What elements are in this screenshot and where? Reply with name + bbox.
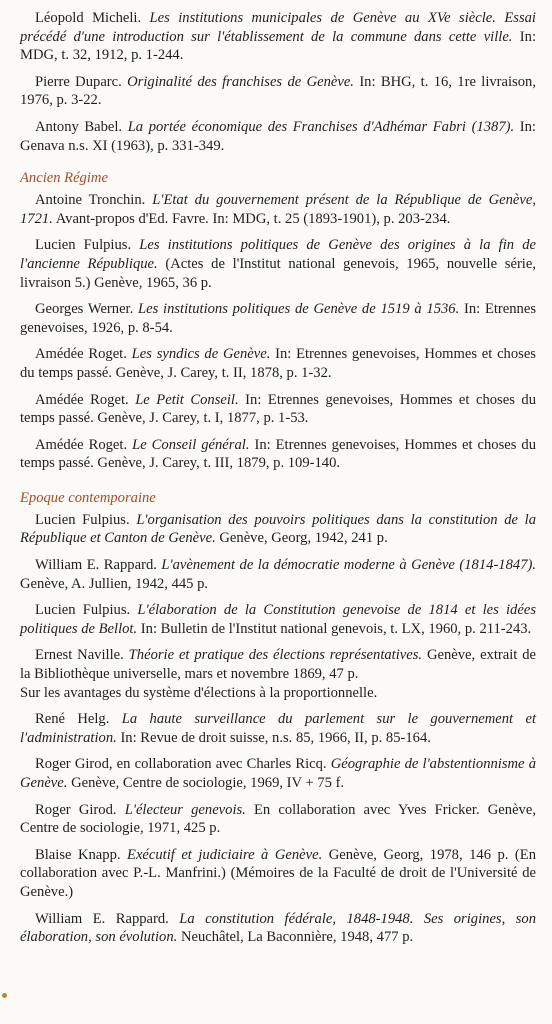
entry-author: Roger Girod.: [35, 801, 117, 818]
margin-ink-dot: [2, 993, 7, 998]
entry-author: Amédée Roget.: [35, 346, 127, 363]
bibliography-entry: [20, 345, 536, 382]
entry-details: In: Bulletin de l'Institut national genevois, t. LX, 1960, p. 211-243.: [140, 620, 532, 637]
entry-details: In: MDG, t. 32, 1912, p. 1-244.: [20, 28, 536, 64]
entry-title: Exécutif et judiciaire à Genève.: [127, 846, 323, 863]
section-heading-epoque-contemporaine: Epoque contemporaine: [20, 489, 156, 506]
bibliography-entry: [20, 118, 536, 155]
entry-author: Amédée Roget.: [35, 391, 129, 408]
entry-details: In: Revue de droit suisse, n.s. 85, 1966, II, p. 85-164.: [120, 729, 431, 746]
entry-author: William E. Rappard.: [35, 557, 157, 574]
entry-details: Genève, Georg, 1978, 146 p. (En collaboration avec P.-L. Manfrini.) (Mémoires de la Faculté de droit de l'Université de Genève.): [20, 846, 537, 900]
entry-author: Lucien Fulpius.: [35, 511, 130, 528]
entry-author: Blaise Knapp.: [35, 846, 121, 863]
entry-details: In: Etrennes genevoises, 1926, p. 8-54.: [20, 301, 537, 336]
entry-author: Amédée Roget.: [35, 436, 128, 453]
entry-details: In: Etrennes genevoises, Hommes et choses du temps passé. Genève, J. Carey, t. I, 1877, p. 1-53.: [20, 391, 536, 427]
bibliography-entry: [20, 646, 536, 702]
bibliography-entry: [20, 73, 536, 110]
bibliography-entry: [20, 846, 536, 902]
entry-author: Antoine Tronchin.: [35, 192, 146, 209]
bibliography-entry: [20, 710, 536, 747]
bibliography-entry: [20, 236, 536, 292]
entry-title: Théorie et pratique des élections représentatives.: [128, 647, 423, 664]
entry-details: In: BHG, t. 16, 1re livraison, 1976, p. 3-22.: [20, 73, 536, 109]
entry-author: Pierre Duparc.: [35, 73, 122, 90]
entry-title: Les institutions politiques de Genève de 1519 à 1536.: [138, 301, 460, 318]
entry-title: Les institutions municipales de Genève au XVe siècle. Essai précédé d'une introduction sur l'établissement de la commune dans cette ville.: [20, 10, 536, 45]
entry-author: Léopold Micheli.: [35, 10, 142, 26]
bibliography-entry: [20, 910, 536, 947]
bibliography-entry: [20, 300, 536, 337]
entry-title: Les syndics de Genève.: [131, 346, 271, 363]
entry-list-epoque-contemporaine: [20, 511, 536, 947]
bibliography-entry: [20, 9, 536, 65]
entry-title: L'avènement de la démocratie moderne à Genève (1814-1847).: [161, 557, 536, 574]
section-heading-ancien-regime: Ancien Régime: [20, 170, 108, 187]
bibliography-entry: [20, 556, 536, 593]
entry-author: Lucien Fulpius.: [35, 602, 131, 619]
bibliography-entry: [20, 755, 536, 792]
entry-details: In: Etrennes genevoises, Hommes et choses du temps passé. Genève, J. Carey, t. II, 1878, p. 1-32.: [20, 346, 536, 381]
entry-title: L'élaboration de la Constitution genevoise de 1814 et les idées politiques de Bellot.: [20, 602, 536, 637]
entry-title: La constitution fédérale, 1848-1948. Ses origines, son élaboration, son évolution.: [20, 910, 536, 946]
entry-author: René Helg.: [35, 711, 110, 728]
bibliography-entry: [20, 511, 536, 548]
entry-title: Les institutions politiques de Genève des origines à la fin de l'ancienne République.: [20, 237, 536, 272]
entry-details: En collaboration avec Yves Fricker. Genève, Centre de sociologie, 1971, 425 p.: [20, 801, 536, 837]
entry-title: Le Conseil général.: [132, 436, 250, 453]
entry-details: Genève, Georg, 1942, 241 p.: [219, 530, 388, 547]
entry-title: L'électeur genevois.: [124, 801, 246, 818]
entry-author: Lucien Fulpius.: [35, 237, 132, 254]
entry-note: Sur les avantages du système d'élections à la proportionnelle.: [20, 684, 378, 701]
bibliography-entry: [20, 391, 536, 428]
entry-author: Roger Girod, en collaboration avec Charles Ricq.: [35, 756, 327, 773]
entry-title: L'Etat du gouvernement présent de la République de Genève, 1721.: [20, 192, 536, 227]
entry-details: Genève, extrait de la Bibliothèque universelle, mars et novembre 1869, 47 p.: [20, 647, 537, 683]
entry-title: La portée économique des Franchises d'Adhémar Fabri (1387).: [127, 118, 515, 135]
entry-title: Géographie de l'abstentionnisme à Genève.: [20, 756, 536, 791]
entry-author: Antony Babel.: [35, 118, 123, 135]
entry-title: Le Petit Conseil.: [135, 391, 239, 408]
entry-list-intro: [20, 9, 536, 155]
entry-list-ancien-regime: [20, 191, 536, 473]
entry-details: In: Etrennes genevoises, Hommes et choses du temps passé. Genève, J. Carey, t. III, 1879, p. 109-140.: [20, 436, 536, 472]
entry-details: In: Genava n.s. XI (1963), p. 331-349.: [20, 118, 536, 154]
entry-details: Genève, Centre de sociologie, 1969, IV + 75 f.: [71, 775, 345, 791]
entry-details: Genève, A. Jullien, 1942, 445 p.: [20, 575, 209, 592]
entry-author: Ernest Naville.: [35, 647, 124, 664]
entry-author: William E. Rappard.: [35, 910, 169, 927]
bibliography-entry: [20, 191, 536, 228]
entry-details: Neuchâtel, La Baconnière, 1948, 477 p.: [180, 929, 414, 946]
entry-details: Avant-propos d'Ed. Favre. In: MDG, t. 25 (1893-1901), p. 203-234.: [55, 210, 451, 227]
entry-title: L'organisation des pouvoirs politiques dans la constitution de la République et Canton de Genève.: [20, 511, 536, 547]
entry-title: La haute surveillance du parlement sur le gouvernement et l'administration.: [20, 711, 536, 746]
bibliography-entry: [20, 436, 536, 473]
bibliography-entry: [20, 601, 536, 638]
entry-details: (Actes de l'Institut national genevois, 1965, nouvelle série, livraison 5.) Genève, 1965, 36 p.: [20, 255, 536, 291]
entry-title: Originalité des franchises de Genève.: [127, 73, 354, 90]
bibliography-entry: [20, 801, 536, 838]
entry-author: Georges Werner.: [35, 301, 134, 318]
